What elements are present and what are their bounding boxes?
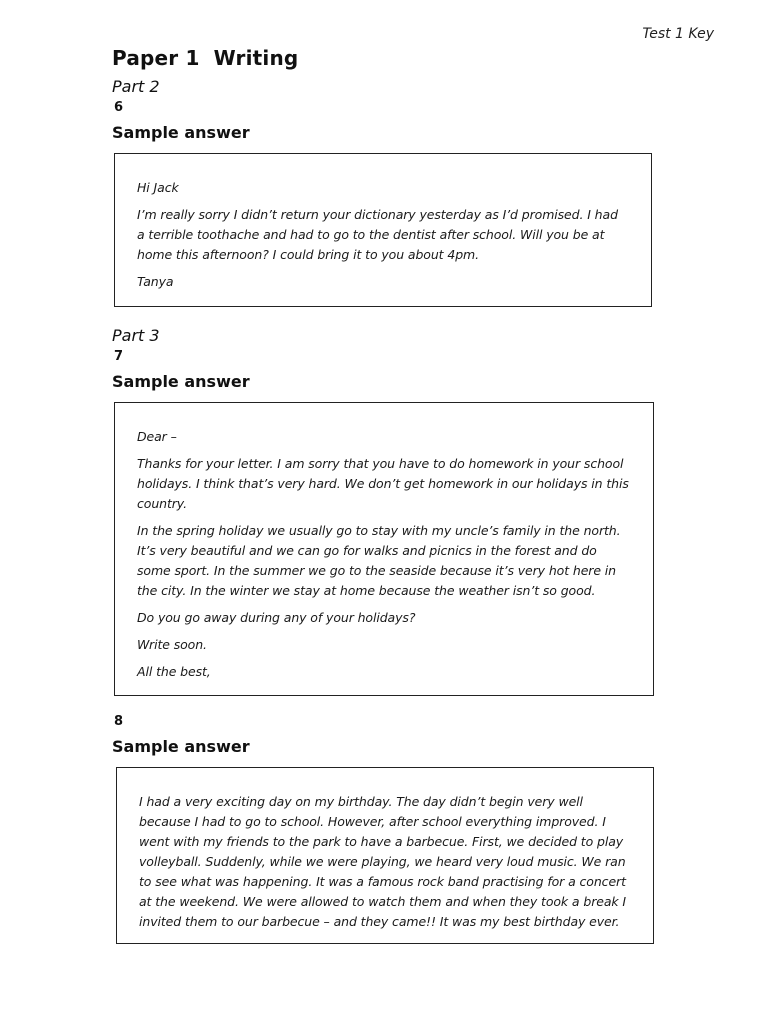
answer-paragraph: I had a very exciting day on my birthday. The day didn’t begin very well because I had to go to school. However, after school everything improved. I went with my friends to the park to have a barbecue. First, we decided to play volleyball. Suddenly, while we were playing, we heard very loud music. We ran to see what was happening. It was a famous rock band practising for a concert at the weekend. We were allowed to watch them and when they took a break I invited them to our barbecue – and they came!! It was my best birthday ever. <box>139 794 626 929</box>
question-7-answer-box <box>114 402 654 696</box>
answer-key-label: Test 1 Key <box>642 26 714 42</box>
part-3-label: Part 3 <box>112 326 160 345</box>
answer-paragraph: In the spring holiday we usually go to stay with my uncle’s family in the north. It’s very beautiful and we can go for walks and picnics in the forest and do some sport. In the summer we go to the seaside because it’s very hot here in the city. In the winter we stay at home because the weather isn’t so good. <box>137 523 621 598</box>
question-8-answer-box <box>116 767 654 944</box>
paper-name: Writing <box>213 46 299 70</box>
answer-paragraph: Write soon. <box>137 637 207 652</box>
page-title <box>112 46 298 70</box>
question-8-number: 8 <box>114 714 124 729</box>
question-6-number: 6 <box>114 100 124 115</box>
question-7-number: 7 <box>114 349 124 364</box>
answer-paragraph: Tanya <box>137 274 174 289</box>
answer-paragraph: Thanks for your letter. I am sorry that you have to do homework in your school holidays. I think that’s very hard. We don’t get homework in our holidays in this country. <box>137 456 629 511</box>
question-6-answer-box <box>114 153 652 307</box>
answer-paragraph: All the best, <box>137 664 211 679</box>
question-6-sample-heading: Sample answer <box>112 123 250 142</box>
question-8-sample-heading: Sample answer <box>112 737 250 756</box>
question-7-sample-heading: Sample answer <box>112 372 250 391</box>
answer-paragraph: Hi Jack <box>137 180 179 195</box>
part-2-label: Part 2 <box>112 77 160 96</box>
paper-number: Paper 1 <box>112 46 200 70</box>
answer-paragraph: Do you go away during any of your holidays? <box>137 610 416 625</box>
answer-paragraph: Dear – <box>137 429 177 444</box>
answer-paragraph: I’m really sorry I didn’t return your dictionary yesterday as I’d promised. I had a terrible toothache and had to go to the dentist after school. Will you be at home this afternoon? I could bring it to you about 4pm. <box>137 207 618 262</box>
